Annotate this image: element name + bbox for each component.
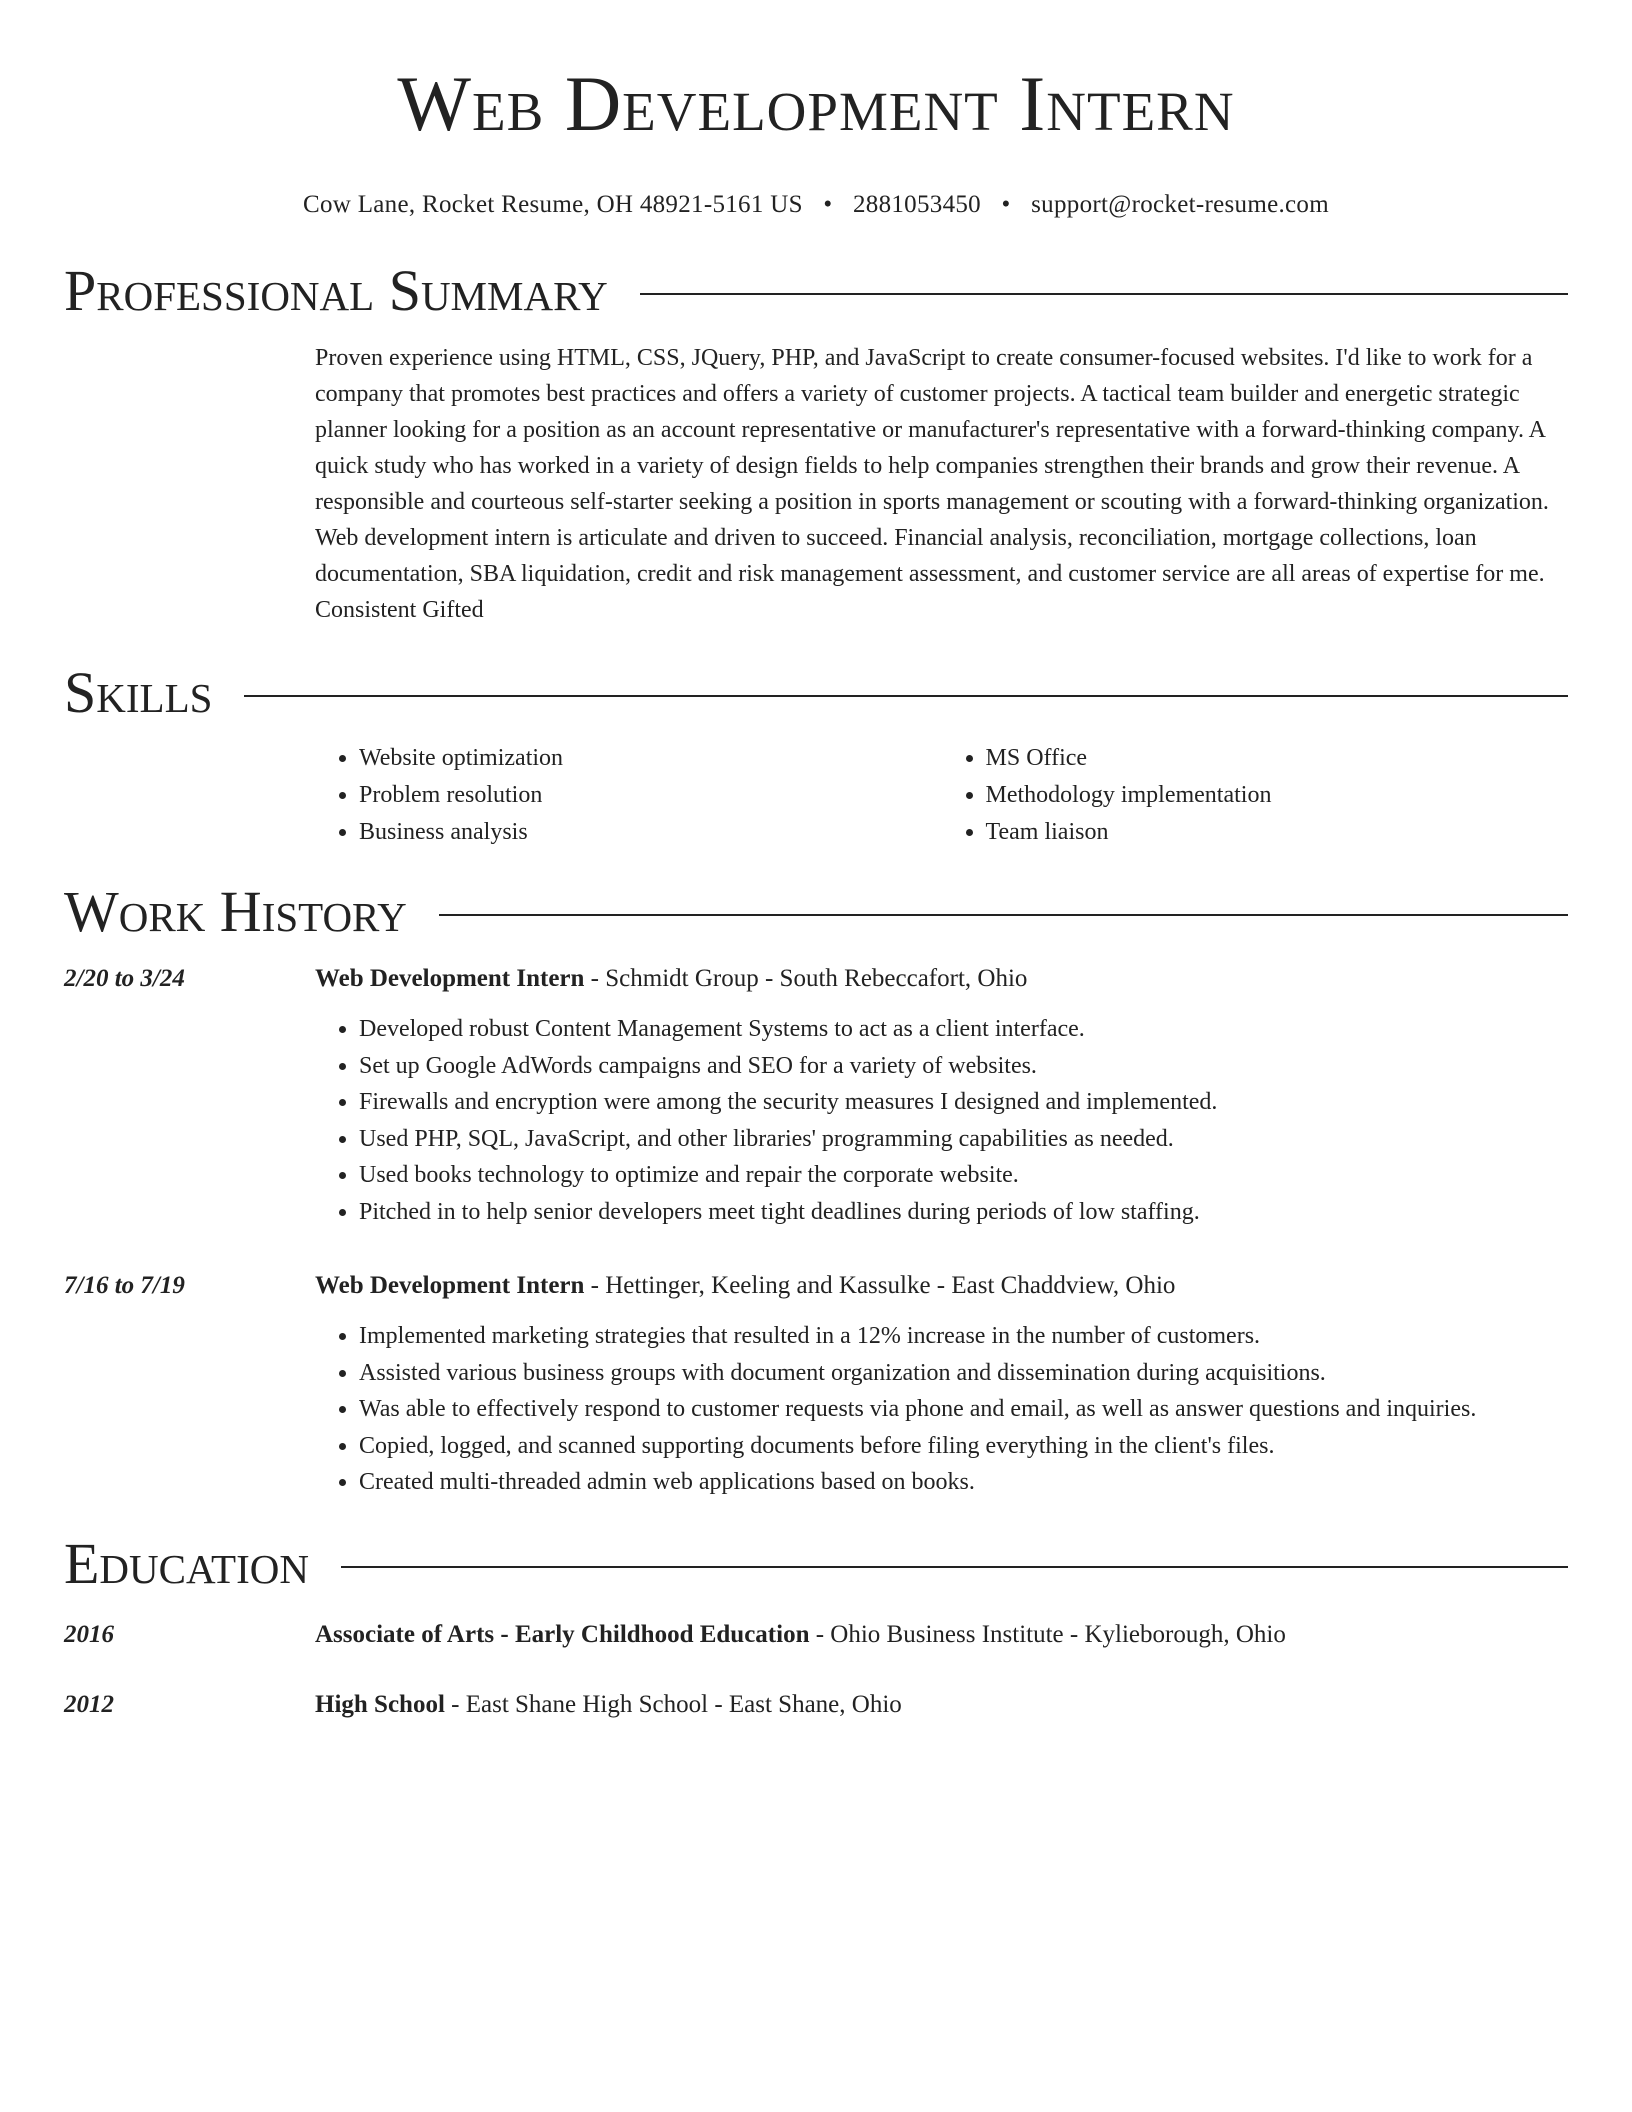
skills-section-header (64, 658, 1568, 728)
contact-separator: • (1001, 191, 1011, 218)
education-section-header (64, 1529, 1568, 1599)
education-content (315, 1617, 1568, 1653)
section-divider (640, 293, 1568, 295)
work-heading-line (315, 1268, 1568, 1304)
education-degree: High School (315, 1690, 445, 1718)
work-bullet: • Implemented marketing strategies that resulted in a 12% increase in the number of customers. (359, 1318, 1568, 1355)
work-bullet: • Created multi-threaded admin web applications based on books. (359, 1464, 1568, 1501)
education-year: 2016 (64, 1620, 114, 1648)
skills-list-left (315, 740, 942, 851)
resume-title: Web Development Intern (397, 60, 1235, 147)
work-content (315, 961, 1568, 1230)
work-bullets (315, 1011, 1568, 1230)
education-content (315, 1687, 1568, 1723)
work-bullet: • Assisted various business groups with document organization and dissemination during acquisitions. (359, 1355, 1568, 1392)
work-bullet: • Pitched in to help senior developers meet tight deadlines during periods of low staffing. (359, 1194, 1568, 1231)
summary-heading: Professional Summary (64, 258, 608, 323)
skills-grid (315, 740, 1568, 851)
work-heading: Work History (64, 879, 407, 944)
contact-address: Cow Lane, Rocket Resume, OH 48921-5161 US (303, 191, 803, 218)
job-title: Web Development Intern (315, 965, 585, 992)
work-content (315, 1268, 1568, 1501)
summary-text: Proven experience using HTML, CSS, JQuery, PHP, and JavaScript to create consumer-focused websites. I'd like to work for a company that promotes best practices and offers a variety of customer projects. A tactical team builder and energetic strategic planner looking for a position as an account representative or manufacturer's representative with a forward-thinking company. A quick study who has worked in a variety of design fields to help companies strengthen their brands and grow their revenue. A responsible and courteous self-starter seeking a position in sports management or scouting with a forward-thinking organization. Web development intern is articulate and driven to succeed. Financial analysis, reconciliation, mortgage collections, loan documentation, SBA liquidation, credit and risk management assessment, and customer service are all areas of expertise for me. Consistent Gifted (315, 345, 1549, 623)
skill-item: • Problem resolution (359, 777, 942, 814)
work-bullet: • Developed robust Content Management Systems to act as a client interface. (359, 1011, 1568, 1048)
work-bullet: • Was able to effectively respond to customer requests via phone and email, as well as answer questions and inquiries. (359, 1391, 1568, 1428)
education-heading: Education (64, 1530, 309, 1596)
work-bullet: • Used PHP, SQL, JavaScript, and other libraries' programming capabilities as needed. (359, 1121, 1568, 1158)
education-degree: Associate of Arts - Early Childhood Education (315, 1620, 810, 1648)
job-employer-location: - Hettinger, Keeling and Kassulke - East Chaddview, Ohio (584, 1272, 1176, 1299)
work-bullet: • Used books technology to optimize and repair the corporate website. (359, 1157, 1568, 1194)
contact-phone: 2881053450 (852, 191, 981, 218)
job-employer-location: - Schmidt Group - South Rebeccafort, Ohio (584, 965, 1028, 992)
work-bullet: • Set up Google AdWords campaigns and SEO for a variety of websites. (359, 1048, 1568, 1085)
work-entry (64, 1268, 1568, 1501)
work-dates: 7/16 to 7/19 (64, 1272, 185, 1299)
skills-list-right (942, 740, 1569, 851)
job-title: Web Development Intern (315, 1272, 585, 1299)
education-school-location: - East Shane High School - East Shane, Ohio (444, 1690, 902, 1718)
summary-section-header (64, 256, 1568, 326)
skill-item: • Business analysis (359, 814, 942, 851)
skill-item: • Team liaison (986, 814, 1569, 851)
contact-line (64, 188, 1568, 222)
education-school-location: - Ohio Business Institute - Kylieborough, Ohio (809, 1620, 1286, 1648)
contact-separator: • (823, 191, 833, 218)
education-year: 2012 (64, 1690, 114, 1718)
contact-email: support@rocket-resume.com (1031, 191, 1329, 218)
skill-item: • Website optimization (359, 740, 942, 777)
section-divider (244, 695, 1568, 697)
work-dates: 2/20 to 3/24 (64, 965, 185, 992)
section-divider (439, 914, 1568, 916)
skill-item: • Methodology implementation (986, 777, 1569, 814)
skill-item: • MS Office (986, 740, 1569, 777)
work-bullets (315, 1318, 1568, 1501)
work-entry (64, 961, 1568, 1230)
skills-heading: Skills (64, 660, 213, 725)
education-entry (64, 1687, 1568, 1723)
work-heading-line (315, 961, 1568, 997)
work-bullet: • Copied, logged, and scanned supporting documents before filing everything in the client's files. (359, 1428, 1568, 1465)
work-section-header (64, 877, 1568, 947)
education-entry (64, 1617, 1568, 1653)
section-divider (341, 1566, 1568, 1568)
work-bullet: • Firewalls and encryption were among the security measures I designed and implemented. (359, 1084, 1568, 1121)
